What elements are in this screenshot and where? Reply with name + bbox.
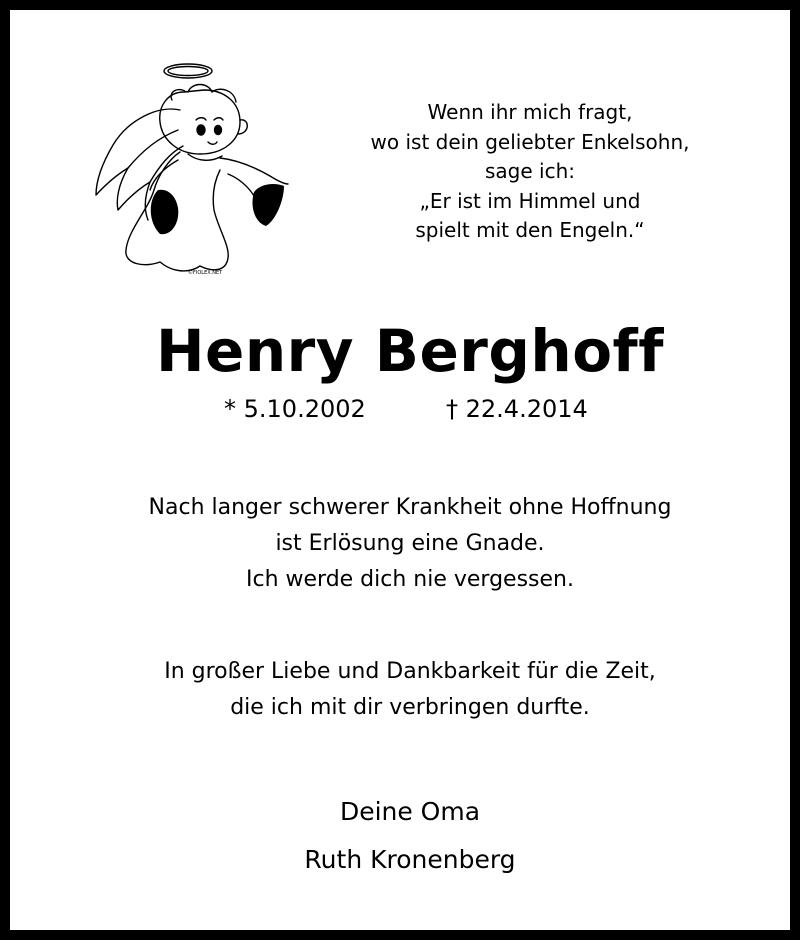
deceased-name: Henry Berghoff xyxy=(155,317,665,385)
poem-line: sage ich: xyxy=(485,159,575,183)
image-credit: ©FIOLEX.NET xyxy=(188,270,223,276)
poem-line: Wenn ihr mich fragt, xyxy=(427,100,633,124)
signature-line: Deine Oma xyxy=(339,797,481,826)
angel-illustration xyxy=(88,50,298,282)
condolence-paragraph xyxy=(20,490,800,598)
paragraph-line: die ich mit dir verbringen durfte. xyxy=(230,695,590,720)
signature xyxy=(20,788,800,884)
poem-line: wo ist dein geliebter Enkelsohn, xyxy=(370,129,690,154)
poem xyxy=(310,98,750,246)
death-date: † 22.4.2014 xyxy=(446,395,588,423)
signature-name: Ruth Kronenberg xyxy=(304,845,516,874)
paragraph-line: Nach langer schwerer Krankheit ohne Hoffnung xyxy=(148,495,672,520)
birth-date: * 5.10.2002 xyxy=(224,395,366,423)
gratitude-paragraph xyxy=(20,654,800,726)
poem-line: „Er ist im Himmel und xyxy=(419,188,641,213)
paragraph-line: In großer Liebe und Dankbarkeit für die Zeit, xyxy=(164,659,656,684)
poem-line: spielt mit den Engeln.“ xyxy=(415,218,645,242)
paragraph-line: ist Erlösung eine Gnade. xyxy=(275,531,545,556)
paragraph-line: Ich werde dich nie vergessen. xyxy=(245,567,574,592)
